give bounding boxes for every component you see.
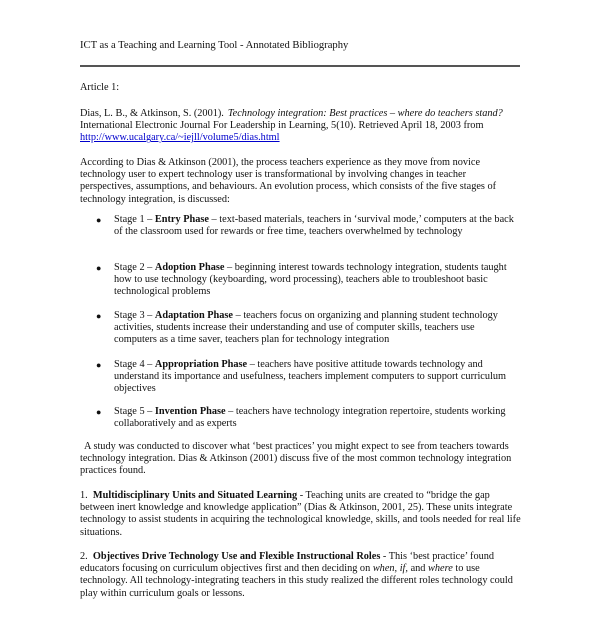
stage-text: Stage 1 – Entry Phase – text-based materials, teachers in ‘survival mode,’ computers at the back of the classroom used for rewards or free time, teachers overwhelmed by technology: [114, 214, 514, 238]
bullet-icon: ●: [96, 311, 102, 321]
citation-source: International Electronic Journal For Leadership in Learning, 5(10).: [80, 120, 356, 132]
citation-title: Technology integration: Best practices – where do teachers stand?: [227, 108, 503, 119]
practice-2-title: Objectives Drive Technology Use and Flexible Instructional Roles: [92, 551, 381, 562]
citation-retrieved: Retrieved April 18, 2003 from: [358, 120, 484, 132]
stage-name: Invention Phase: [154, 406, 226, 417]
article-label: Article 1:: [80, 82, 120, 93]
intro-paragraph: According to Dias & Atkinson (2001), the process teachers experience as they move from novice technology user to expert technology user is transformational by involving changes in teacher perspectives, assumptions, and behaviours. An evolution process, which consists of the five stages of technology integration, is discussed:: [80, 157, 497, 205]
bullet-icon: ●: [96, 407, 102, 417]
citation-authors: Dias, L. B., & Atkinson, S. (2001).: [80, 108, 224, 119]
practice-1-title: Multidisciplinary Units and Situated Learning: [92, 490, 298, 501]
header-divider: [80, 65, 520, 67]
stage-name: Adoption Phase: [154, 262, 225, 273]
stage-name: Adaptation Phase: [154, 310, 234, 321]
bullet-icon: ●: [96, 263, 102, 273]
citation: [80, 108, 520, 145]
study-paragraph: A study was conducted to discover what ‘best practices’ you might expect to see from teachers towards technology integration. Dias & Atkinson (2001) discuss five of the most common technology integration practices found.: [80, 441, 512, 477]
stage-name: Appropriation Phase: [154, 359, 248, 370]
bullet-icon: ●: [96, 215, 102, 225]
practice-1-paragraph: 1. Multidisciplinary Units and Situated Learning - Teaching units are created to “bridge the gap between inert knowledge and knowledge application” (Dias & Atkinson, 2001, 25). These units integrate technology to assist students in acquiring the technological knowledge, skills, and tools needed for real life situations.: [80, 490, 521, 538]
stage-name: Entry Phase: [154, 214, 209, 225]
stage-text: Stage 4 – Appropriation Phase – teachers have positive attitude towards technology and understand its importance and usefulness, teachers implement computers to support curriculum objectives: [114, 359, 507, 395]
stage-text: Stage 2 – Adoption Phase – beginning interest towards technology integration, students taught how to use technology (keyboarding, word processing), teachers able to troubleshoot basic technological problems: [114, 262, 507, 298]
stage-text: Stage 5 – Invention Phase – teachers have technology integration repertoire, students working collaboratively and as experts: [114, 406, 506, 430]
bullet-icon: ●: [96, 360, 102, 370]
practice-2-paragraph: 2. Objectives Drive Technology Use and Flexible Instructional Roles - This ‘best practice’ found educators focusing on curriculum objectives first and then deciding on when, if, and where to use technology. All technology-integrating teachers in this study realized the different roles technology could play within curriculum goals or lessons.: [80, 551, 513, 599]
stage-text: Stage 3 – Adaptation Phase – teachers focus on organizing and planning student technology activities, students increase their understanding and use of computer skills, teachers use computers as a time saver, teachers plan for technology integration: [114, 310, 498, 346]
citation-url-link[interactable]: http://www.ucalgary.ca/~iejll/volume5/dias.html: [80, 132, 280, 144]
document-header-title: ICT as a Teaching and Learning Tool - Annotated Bibliography: [80, 40, 349, 51]
